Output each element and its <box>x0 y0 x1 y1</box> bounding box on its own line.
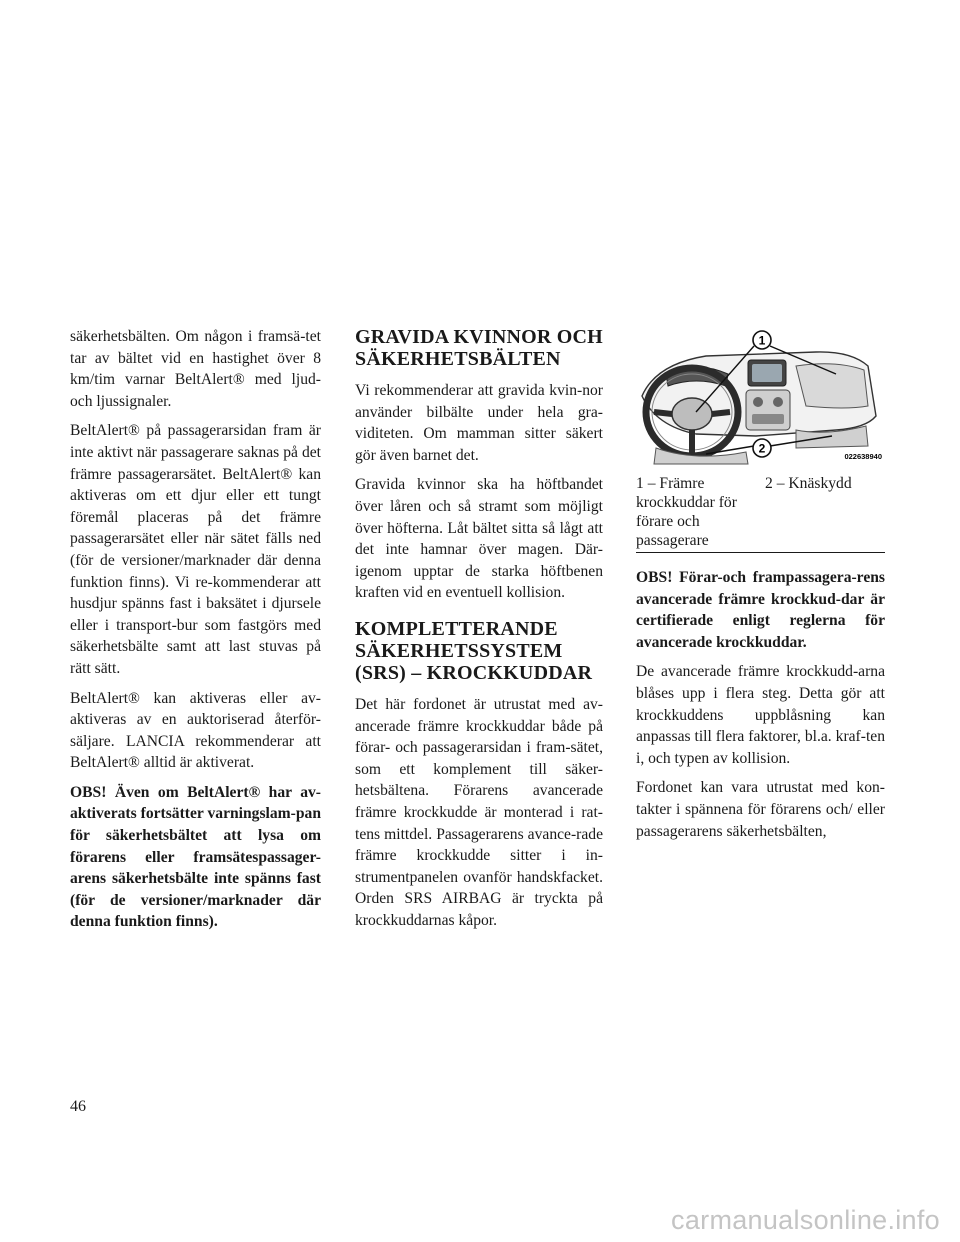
beltalert-paragraph-1: säkerhetsbälten. Om någon i framsä-tet tar av bältet vid en hastighet över 8 km/tim varnar BeltAlert® med ljud- och ljussignaler. <box>70 328 321 410</box>
airbag-note: OBS! Förar-och frampassagera-rens avancerade främre krockkud-dar är certifierade enligt reglerna för avancerade krockkuddar. <box>636 569 885 651</box>
watermark: carmanualsonline.info <box>671 1205 940 1235</box>
column-2 <box>355 326 603 939</box>
airbag-paragraph-1: De avancerade främre krockkudd-arna blåses upp i flera steg. Detta gör att krockkuddens uppblåsning kan anpassas till flera faktorer, bl.a. kraf-ten i, och typen av kollision. <box>636 663 885 767</box>
column-3 <box>636 326 885 850</box>
callout-2: 2 <box>758 441 766 456</box>
beltalert-paragraph-2: BeltAlert® på passagerarsidan fram är inte aktivt när passagerare saknas på det främre passagerarsätet. BeltAlert® kan aktiveras om ett djur eller ett tungt föremål placeras på det främre passagerarsätet eller när sätet fälls ned (för de versioner/marknader där denna funktion finns). Vi re-kommenderar att husdjur spänns fast i baksätet i djursele eller i transport-bur som fastgörs med säkerhetsbälte samt att last stuvas på rätt sätt. <box>70 422 321 677</box>
airbag-paragraph-2: Fordonet kan vara utrustat med kon-takter i spännena för förarens och/ eller passagerarens säkerhetsbälten, <box>636 779 885 840</box>
dashboard-airbag-figure <box>636 326 885 466</box>
pregnant-paragraph-2: Gravida kvinnor ska ha höftbandet över låren och så stramt som möjligt över höfterna. Låt bältet sitta så lågt att det inte hamnar över magen. Där-igenom upptar de starka höftbenen kraften vid en eventuell kollision. <box>355 476 603 602</box>
figure-caption <box>636 474 885 553</box>
dashboard-airbag-illustration-icon <box>636 326 885 466</box>
beltalert-note: OBS! Även om BeltAlert® har av-aktiverats fortsätter varningslam-pan för säkerhetsbältet att lysa om förarens eller framsätespassager-arens säkerhetsbälte inte spänns fast (för de versioner/marknader där denna funktion finns). <box>70 783 321 931</box>
caption-item-2: 2 – Knäskydd <box>765 475 852 492</box>
pregnant-paragraph-1: Vi rekommenderar att gravida kvin-nor använder bilbälte under hela gra-viditeten. Om mamman sitter säkert gör även barnet det. <box>355 382 603 464</box>
section-heading-pregnant: GRAVIDA KVINNOR OCH SÄKERHETSBÄLTEN <box>355 326 603 370</box>
srs-paragraph: Det här fordonet är utrustat med av-ancerade främre krockkuddar både på förar- och passagerarsidan i fram-sätet, som ett komplement till säker-hetsbältena. Förarens avancerade främre krockkudde är monterad i rat-tens mittdel. Passagerarens avance-rade främre krockkudde sitter i in-strumentpanelen ovanför handskfacket. Orden SRS AIRBAG är tryckta på krockkuddarnas kåpor. <box>355 695 603 929</box>
page-number: 46 <box>70 1098 86 1115</box>
caption-item-1: 1 – Främre krockkuddar för förare och passagerare <box>636 475 737 549</box>
figure-code: 022638940 <box>844 452 882 461</box>
beltalert-paragraph-3: BeltAlert® kan aktiveras eller av-aktiveras av en auktoriserad återför-säljare. LANCIA rekommenderar att BeltAlert® alltid är aktiverat. <box>70 689 321 772</box>
section-heading-srs: KOMPLETTERANDE SÄKERHETSSYSTEM (SRS) – KROCKKUDDAR <box>355 617 593 684</box>
callout-1: 1 <box>758 333 766 348</box>
column-1 <box>70 326 321 941</box>
